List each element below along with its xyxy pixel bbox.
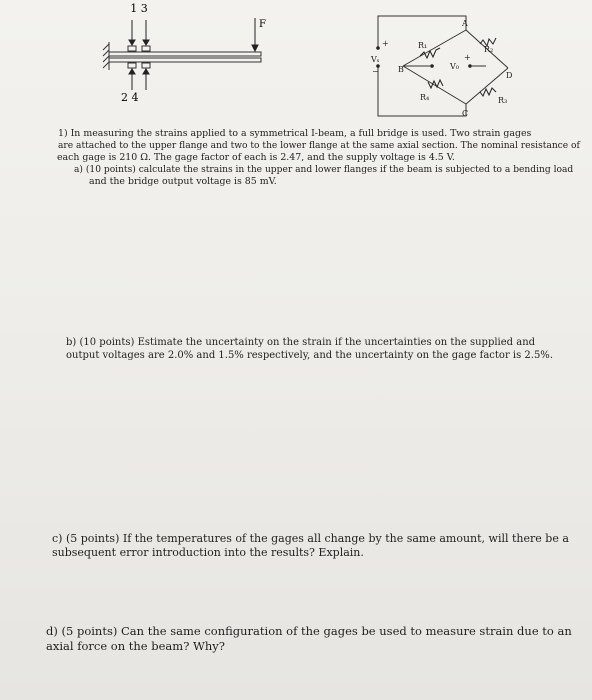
vo-plus-terminal (468, 64, 472, 68)
node-b-label: B (398, 65, 404, 74)
top-gage-labels: 1 3 (130, 2, 148, 15)
problem-intro-line2: are attached to the upper flange and two to the lower flange at the same axial section. The nominal resistance of (58, 141, 580, 151)
node-a-label: A (462, 19, 468, 28)
vo-plus-sign: + (464, 53, 471, 62)
ibeam (109, 52, 261, 62)
problem-intro-line1: 1) In measuring the strains applied to a symmetrical I-beam, a full bridge is used. Two strain gages (58, 128, 532, 139)
r3-label: R₃ (498, 96, 508, 105)
beam-diagram (95, 0, 275, 108)
bottom-gage-labels: 2 4 (121, 91, 139, 104)
force-label: F (259, 19, 266, 30)
vo-label: V₀ (450, 62, 459, 71)
vo-minus-terminal (430, 64, 434, 68)
force-arrow (252, 18, 258, 51)
gage-arrows (129, 20, 149, 90)
bridge-circuit (368, 8, 518, 120)
r2-label: R₂ (484, 45, 494, 54)
vs-plus-sign: + (382, 39, 389, 48)
r1-label: R₁ (418, 41, 428, 50)
node-d-label: D (506, 71, 513, 80)
vs-label: Vₛ (371, 55, 380, 64)
vs-minus-sign: − (372, 67, 379, 76)
vs-plus-terminal (376, 46, 380, 50)
r4-label: R₄ (420, 93, 430, 102)
strain-gages (128, 46, 150, 68)
part-d: d) (5 points) Can the same configuration of the gages be used to measure strain due to an axial force on the beam? Why? (46, 624, 572, 653)
part-a-line1: a) (10 points) calculate the strains in the upper and lower flanges if the beam is subjected to a bending load (74, 165, 574, 175)
part-c: c) (5 points) If the temperatures of the gages all change by the same amount, will there be a subsequent error introduction into the results? Explain. (52, 532, 569, 559)
problem-intro-line3: each gage is 210 Ω. The gage factor of each is 2.47, and the supply voltage is 4.5 V. (57, 152, 455, 163)
wall-hatching (103, 42, 109, 70)
node-c-label: C (462, 109, 469, 118)
part-b: b) (10 points) Estimate the uncertainty on the strain if the uncertainties on the supplied and output voltages are 2.0% and 1.5% respectively, and the uncertainty on the gage factor is 2.5%. (66, 337, 553, 361)
part-a-line2: and the bridge output voltage is 85 mV. (89, 176, 277, 187)
